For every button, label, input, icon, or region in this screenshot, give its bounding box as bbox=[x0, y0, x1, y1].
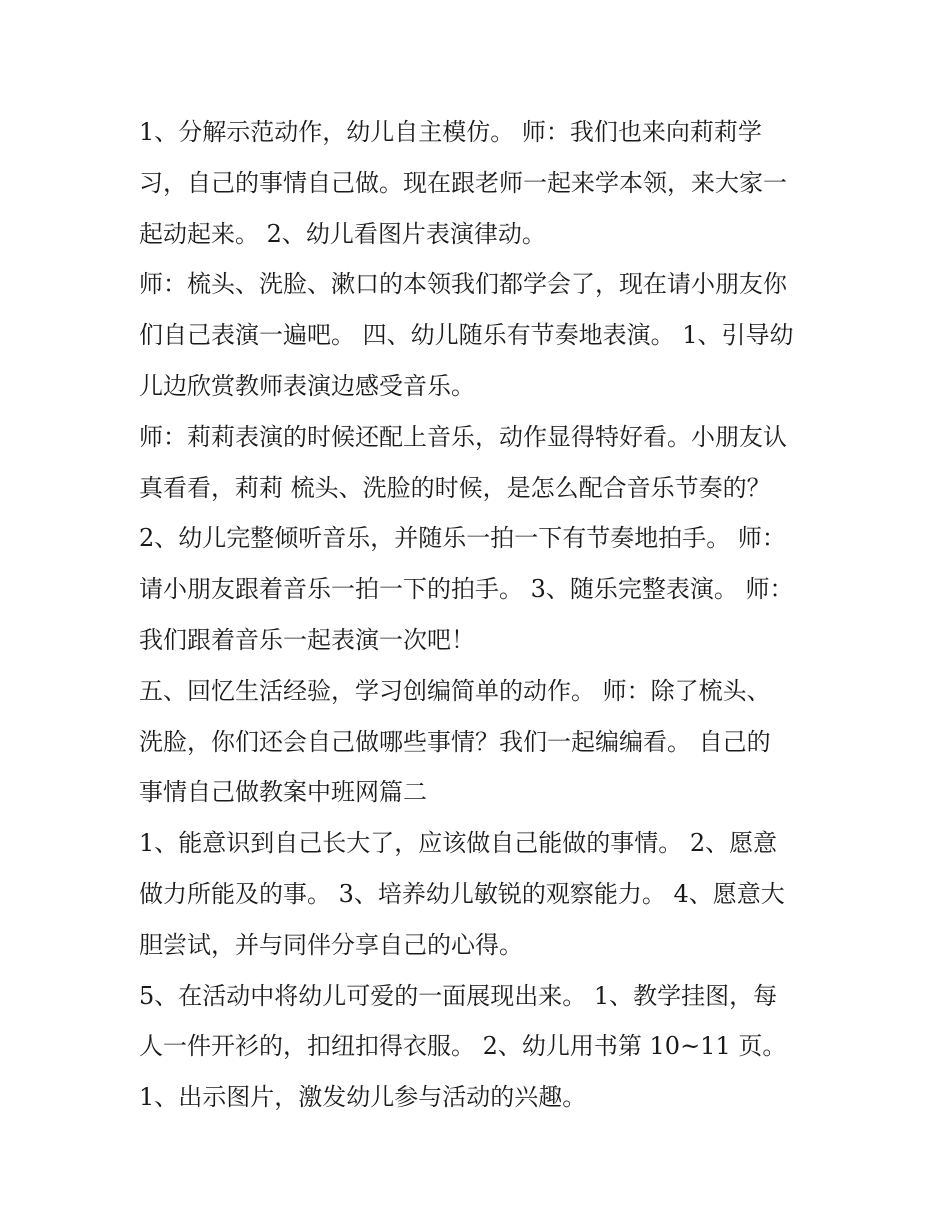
text-line: 2、幼儿完整倾听音乐，并随乐一拍一下有节奏地拍手。 师： bbox=[139, 524, 786, 553]
text-line: 事情自己做教案中班网篇二 bbox=[139, 778, 427, 807]
text-line: 1、能意识到自己长大了，应该做自己能做的事情。 2、愿意 bbox=[139, 829, 778, 858]
text-line: 们自己表演一遍吧。 四、幼儿随乐有节奏地表演。 1、引导幼 bbox=[139, 321, 794, 350]
text-line: 请小朋友跟着音乐一拍一下的拍手。 3、随乐完整表演。 师： bbox=[139, 575, 794, 604]
paragraph-8 bbox=[139, 1072, 819, 1123]
paragraph-7 bbox=[139, 971, 819, 1073]
text-line: 5、在活动中将幼儿可爱的一面展现出来。 1、教学挂图，每 bbox=[139, 981, 778, 1010]
text-line: 做力所能及的事。 3、培养幼儿敏锐的观察能力。 4、愿意大 bbox=[139, 879, 785, 908]
text-line: 师：莉莉表演的时候还配上音乐，动作显得特好看。小朋友认 bbox=[139, 422, 787, 451]
document-body bbox=[139, 107, 819, 1123]
text-line: 胆尝试，并与同伴分享自己的心得。 bbox=[139, 930, 523, 959]
paragraph-2 bbox=[139, 259, 819, 411]
paragraph-4 bbox=[139, 513, 819, 665]
text-line: 起动起来。 2、幼儿看图片表演律动。 bbox=[139, 219, 546, 248]
text-line: 我们跟着音乐一起表演一次吧！ bbox=[139, 625, 475, 654]
text-line: 师：梳头、洗脸、漱口的本领我们都学会了，现在请小朋友你 bbox=[139, 270, 787, 299]
text-line: 1、出示图片，激发幼儿参与活动的兴趣。 bbox=[139, 1083, 587, 1112]
text-line: 真看看，莉莉 梳头、洗脸的时候，是怎么配合音乐节奏的？ bbox=[139, 473, 771, 502]
text-line: 洗脸，你们还会自己做哪些事情？我们一起编编看。 自己的 bbox=[139, 727, 771, 756]
text-line: 习，自己的事情自己做。现在跟老师一起来学本领，来大家一 bbox=[139, 168, 787, 197]
paragraph-5 bbox=[139, 666, 819, 818]
paragraph-3 bbox=[139, 412, 819, 514]
text-line: 1、分解示范动作，幼儿自主模仿。 师：我们也来向莉莉学 bbox=[139, 118, 762, 146]
paragraph-6 bbox=[139, 818, 819, 970]
text-line: 五、回忆生活经验，学习创编简单的动作。 师：除了梳头、 bbox=[139, 676, 771, 705]
text-line: 人一件开衫的，扣纽扣得衣服。 2、幼儿用书第 10~11 页。 bbox=[139, 1032, 787, 1061]
paragraph-1 bbox=[139, 107, 819, 259]
text-line: 儿边欣赏教师表演边感受音乐。 bbox=[139, 371, 475, 400]
